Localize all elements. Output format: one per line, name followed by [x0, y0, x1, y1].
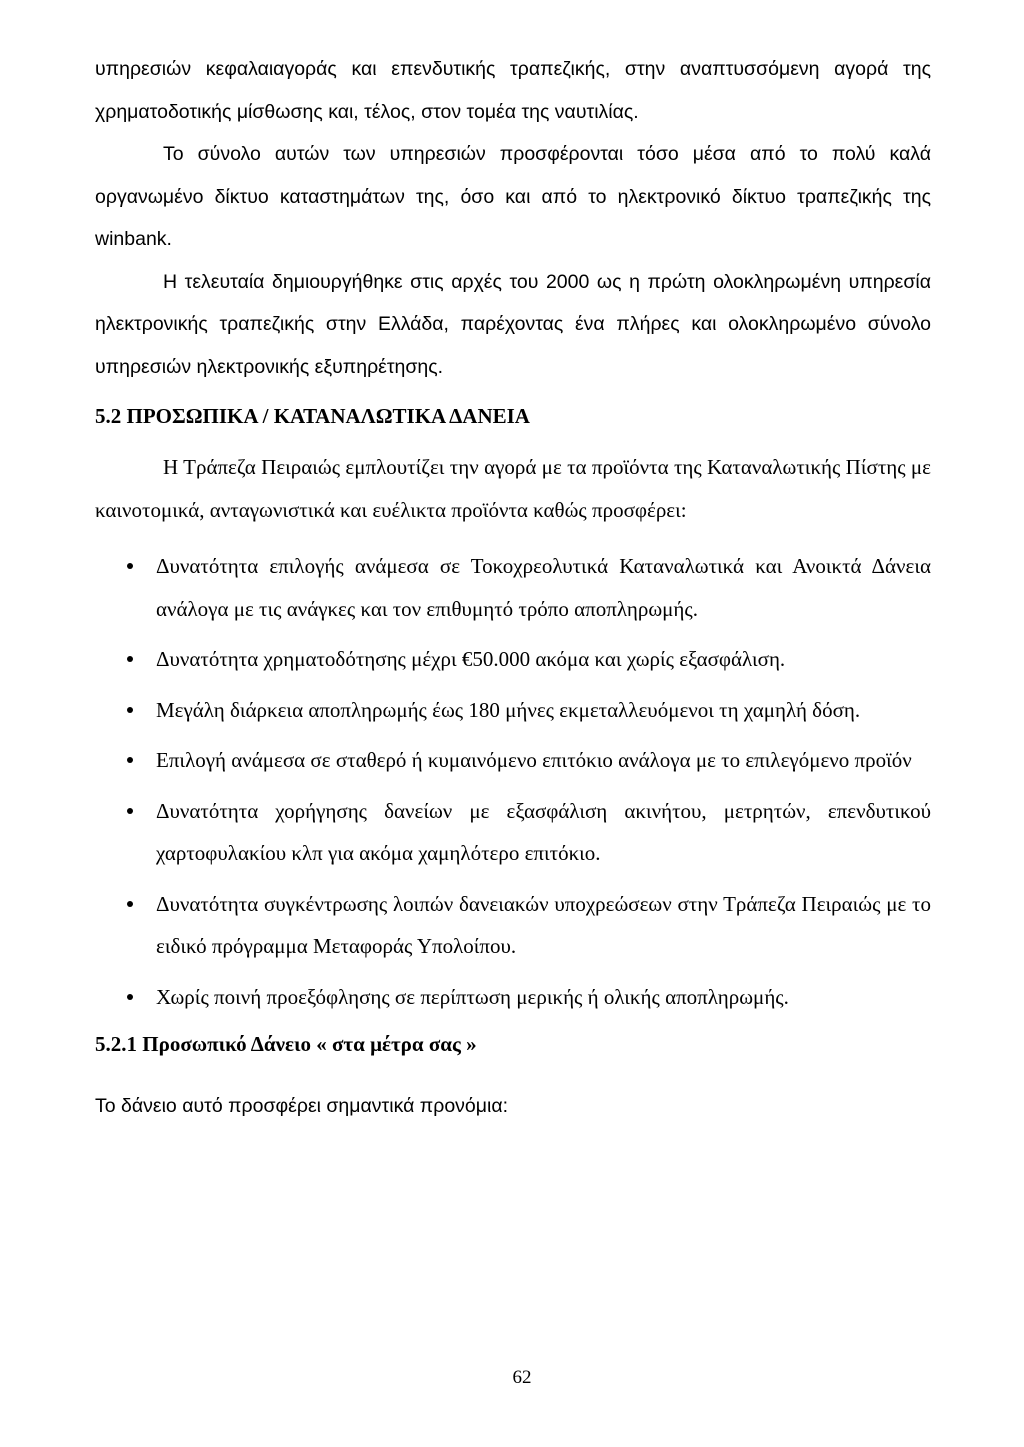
paragraph-continuation: υπηρεσιών κεφαλαιαγοράς και επενδυτικής τραπεζικής, στην αναπτυσσόμενη αγορά της χρηματοδοτικής μίσθωσης και, τέλος, στον τομέα της ναυτιλίας. [95, 58, 931, 123]
list-item [95, 883, 931, 968]
list-item-text: Δυνατότητα επιλογής ανάμεσα σε Τοκοχρεολυτικά Καταναλωτικά και Ανοικτά Δάνεια ανάλογα με τις ανάγκες και τον επιθυμητό τρόπο αποπληρωμής. [156, 554, 931, 621]
list-item-text: Μεγάλη διάρκεια αποπληρωμής έως 180 μήνες εκμεταλλευόμενοι τη χαμηλή δόση. [156, 697, 861, 722]
list-item-text: Δυνατότητα χρηματοδότησης μέχρι €50.000 ακόμα και χωρίς εξασφάλιση. [156, 647, 786, 671]
page-number: 62 [512, 1367, 532, 1388]
subsection-text: Το δάνειο αυτό προσφέρει σημαντικά προνόμια: [95, 1095, 509, 1117]
list-item [95, 739, 931, 782]
section-heading: 5.2 ΠΡΟΣΩΠΙΚΑ / ΚΑΤΑΝΑΛΩΤΙΚΑ ΔΑΝΕΙΑ [95, 404, 530, 428]
list-item [95, 545, 931, 630]
bullet-icon [127, 656, 133, 662]
list-item [95, 638, 931, 681]
bullet-icon [127, 563, 133, 569]
paragraph-services: Το σύνολο αυτών των υπηρεσιών προσφέρονται τόσο μέσα από το πολύ καλά οργανωμένο δίκτυο καταστημάτων της, όσο και από το ηλεκτρονικό δίκτυο τραπεζικής της winbank. [95, 143, 931, 250]
list-item [95, 976, 931, 1019]
list-item [95, 790, 931, 875]
paragraph-winbank: Η τελευταία δημιουργήθηκε στις αρχές του 2000 ως η πρώτη ολοκληρωμένη υπηρεσία ηλεκτρονικής τραπεζικής στην Ελλάδα, παρέχοντας ένα πλήρες και ολοκληρωμένο σύνολο υπηρεσιών ηλεκτρονικής εξυπηρέτησης. [95, 270, 931, 378]
page-body [95, 48, 931, 1120]
list-item-text: Χωρίς ποινή προεξόφλησης σε περίπτωση μερικής ή ολικής αποπληρωμής. [156, 984, 789, 1009]
subsection-heading: 5.2.1 Προσωπικό Δάνειο « στα μέτρα σας » [95, 1032, 477, 1056]
section-intro: Η Τράπεζα Πειραιώς εμπλουτίζει την αγορά με τα προϊόντα της Καταναλωτικής Πίστης με καινοτομικά, ανταγωνιστικά και ευέλικτα προϊόντα καθώς προσφέρει: [95, 455, 931, 522]
bullet-icon [127, 757, 133, 763]
list-item-text: Δυνατότητα χορήγησης δανείων με εξασφάλιση ακινήτου, μετρητών, επενδυτικού χαρτοφυλακίου κλπ για ακόμα χαμηλότερο επιτόκιο. [156, 798, 931, 865]
list-item [95, 689, 931, 732]
list-item-text: Επιλογή ανάμεσα σε σταθερό ή κυμαινόμενο επιτόκιο ανάλογα με το επιλεγόμενο προϊόν [156, 748, 912, 772]
bullet-icon [127, 994, 133, 1000]
bullet-icon [127, 901, 133, 907]
benefits-list [95, 545, 931, 1018]
bullet-icon [127, 707, 133, 713]
bullet-icon [127, 808, 133, 814]
list-item-text: Δυνατότητα συγκέντρωσης λοιπών δανειακών υποχρεώσεων στην Τράπεζα Πειραιώς με το ειδικό πρόγραμμα Μεταφοράς Υπολοίπου. [156, 891, 931, 958]
